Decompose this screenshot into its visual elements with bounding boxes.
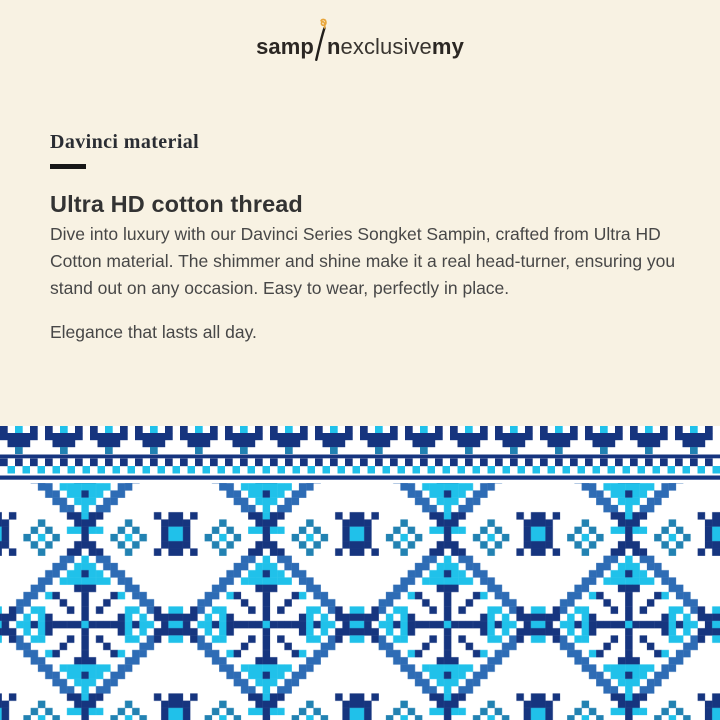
needle-shaft (316, 28, 324, 60)
series-label: Davinci material (50, 131, 200, 153)
headline: Ultra HD cotton thread (50, 191, 303, 217)
accent-rule (50, 164, 86, 169)
thread-curl (321, 19, 326, 27)
needle-icon (313, 34, 328, 60)
product-description: Dive into luxury with our Davinci Series Songket Sampin, crafted from Ultra HD Cotton material. The shimmer and shine make it a real head-turner, ensuring you stand out on any occasion. Easy to wear, perfectly in place. (50, 224, 676, 298)
logo-text-exclusive: exclusive (340, 34, 432, 59)
needle-icon-svg (313, 18, 328, 64)
divider-line-top (0, 455, 720, 459)
divider-line-bottom (0, 476, 720, 480)
brand-logo (0, 30, 720, 60)
logo-text-n: n (326, 34, 341, 59)
songket-pattern (0, 426, 720, 720)
logo-text-samp: samp (256, 34, 314, 59)
crown-border-band (0, 426, 720, 454)
tagline: Elegance that lasts all day. (50, 322, 257, 342)
logo-text-my: my (431, 34, 464, 59)
checker-band (0, 459, 720, 474)
diamond-field (0, 483, 720, 720)
